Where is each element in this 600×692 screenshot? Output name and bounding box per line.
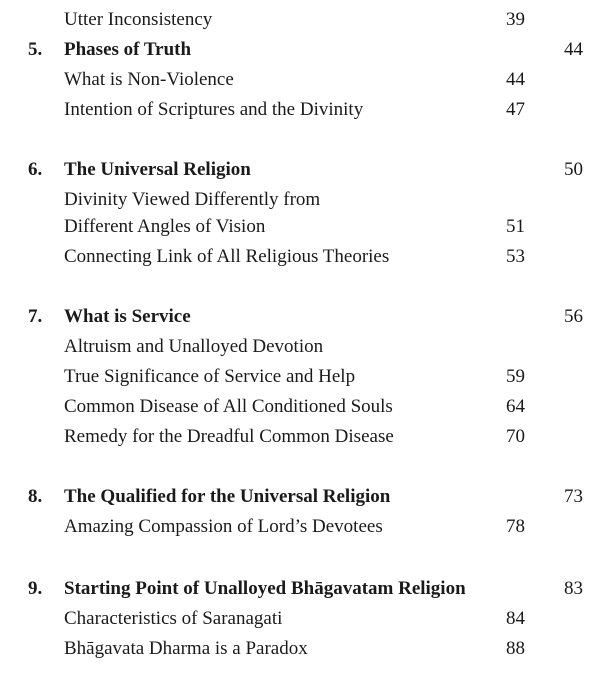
- chapter-page: 56: [564, 306, 583, 327]
- entry-page: 84: [506, 608, 525, 629]
- entry-page: 47: [506, 99, 525, 120]
- toc-entry: [0, 185, 600, 215]
- toc-entry: [0, 212, 600, 242]
- entry-title: Characteristics of Saranagati: [64, 608, 283, 629]
- entry-title: Altruism and Unalloyed Devotion: [64, 336, 324, 357]
- entry-page: 70: [506, 426, 525, 447]
- toc-entry: [0, 5, 600, 35]
- chapter-page: 83: [564, 578, 583, 599]
- toc-entry: [0, 392, 600, 422]
- entry-page: 88: [506, 638, 525, 659]
- toc-entry: [0, 65, 600, 95]
- toc-entry: [0, 332, 600, 362]
- chapter-number: 8.: [28, 486, 43, 507]
- entry-title: Divinity Viewed Differently from: [64, 189, 321, 210]
- entry-title: True Significance of Service and Help: [64, 366, 356, 387]
- toc-chapter-7: [0, 302, 600, 332]
- entry-title: Utter Inconsistency: [64, 9, 213, 30]
- entry-title: Amazing Compassion of Lord’s Devotees: [64, 516, 383, 537]
- entry-page: 78: [506, 516, 525, 537]
- entry-title: Different Angles of Vision: [64, 216, 266, 237]
- toc-entry: [0, 362, 600, 392]
- chapter-title: Phases of Truth: [64, 39, 192, 60]
- entry-title: What is Non-Violence: [64, 69, 234, 90]
- toc-entry: [0, 95, 600, 125]
- chapter-page: 73: [564, 486, 583, 507]
- chapter-title: The Qualified for the Universal Religion: [64, 486, 391, 507]
- toc-entry: [0, 422, 600, 452]
- entry-title: Common Disease of All Conditioned Souls: [64, 396, 393, 417]
- entry-page: 51: [506, 216, 525, 237]
- entry-title: Intention of Scriptures and the Divinity: [64, 99, 364, 120]
- entry-title: Connecting Link of All Religious Theories: [64, 246, 390, 267]
- chapter-number: 5.: [28, 39, 43, 60]
- toc-chapter-5: [0, 35, 600, 65]
- entry-page: 59: [506, 366, 525, 387]
- entry-page: 39: [506, 9, 525, 30]
- entry-page: 44: [506, 69, 525, 90]
- chapter-title: The Universal Religion: [64, 159, 251, 180]
- entry-title: Bhāgavata Dharma is a Paradox: [64, 638, 308, 659]
- chapter-title: Starting Point of Unalloyed Bhāgavatam Religion: [64, 578, 466, 599]
- entry-title: Remedy for the Dreadful Common Disease: [64, 426, 394, 447]
- chapter-number: 7.: [28, 306, 43, 327]
- toc-chapter-9: [0, 574, 600, 604]
- chapter-page: 50: [564, 159, 583, 180]
- toc-entry: [0, 634, 600, 664]
- entry-page: 53: [506, 246, 525, 267]
- toc-chapter-8: [0, 482, 600, 512]
- toc-chapter-6: [0, 155, 600, 185]
- chapter-number: 9.: [28, 578, 43, 599]
- chapter-title: What is Service: [64, 306, 191, 327]
- toc-entry: [0, 242, 600, 272]
- toc-entry: [0, 604, 600, 634]
- chapter-number: 6.: [28, 159, 43, 180]
- chapter-page: 44: [564, 39, 583, 60]
- entry-page: 64: [506, 396, 525, 417]
- toc-entry: [0, 512, 600, 542]
